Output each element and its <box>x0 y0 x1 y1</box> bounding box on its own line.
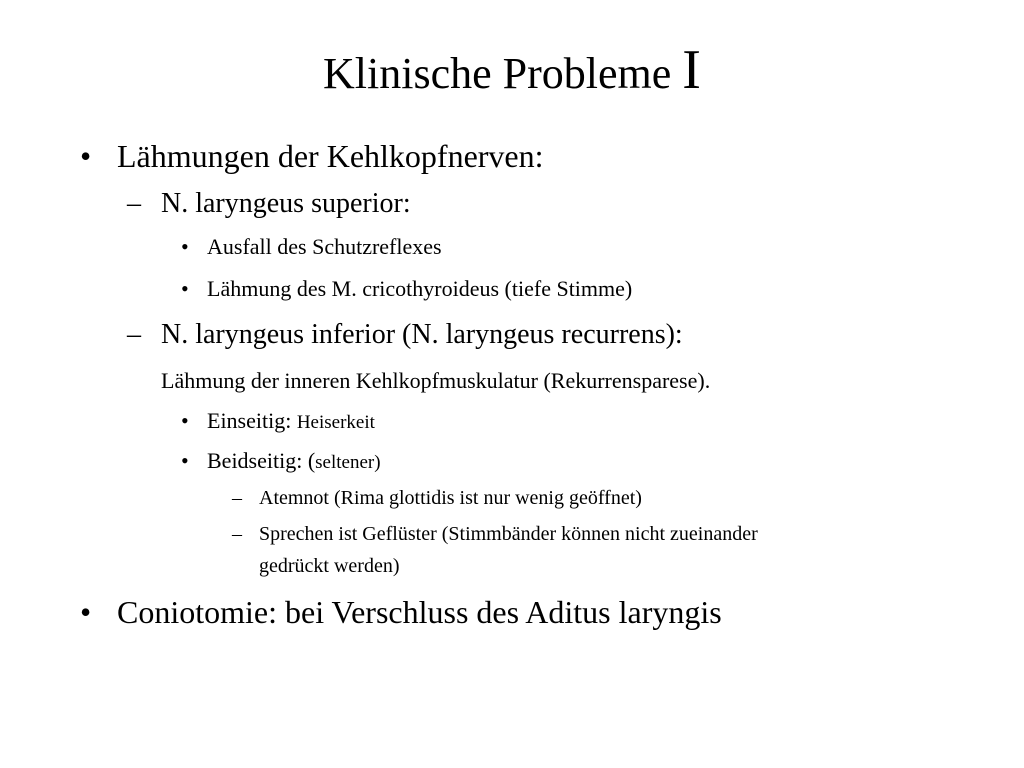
item-unilateral-label: Einseitig: <box>207 408 297 433</box>
item-dyspnea: Atemnot (Rima glottidis ist nur wenig geöffnet) <box>259 487 642 509</box>
bullet-coniotomy: Coniotomie: bei Verschluss des Aditus laryngis <box>117 594 722 630</box>
bullet-dot: • <box>80 138 92 174</box>
item-bilateral-detail: seltener <box>315 452 375 473</box>
subbullet-superior-laryngeal-nerve: N. laryngeus superior: <box>161 188 411 219</box>
bullet-dot: • <box>181 408 189 433</box>
bullet-dot: • <box>80 594 92 630</box>
item-loss-protective-reflex: Ausfall des Schutzreflexes <box>207 234 442 259</box>
title-numeral: I <box>682 39 701 101</box>
item-whisper-speech-continued: gedrückt werden) <box>259 555 400 577</box>
subbullet-inferior-laryngeal-nerve: N. laryngeus inferior (N. laryngeus recurrens): <box>161 319 683 350</box>
bullet-paralysis-laryngeal-nerves: Lähmungen der Kehlkopfnerven: <box>117 138 544 174</box>
item-recurrent-paresis-description: Lähmung der inneren Kehlkopfmuskulatur (Rekurrensparese). <box>161 368 711 393</box>
bullet-dash: – <box>127 188 141 219</box>
item-unilateral <box>207 406 375 438</box>
item-whisper-speech: Sprechen ist Geflüster (Stimmbänder können nicht zueinander <box>259 523 758 545</box>
bullet-dash: – <box>127 319 141 350</box>
slide-title <box>0 40 1024 104</box>
bullet-dot: • <box>181 234 189 259</box>
bullet-dot: • <box>181 276 189 301</box>
item-bilateral-suffix: ) <box>374 452 381 473</box>
title-text: Klinische Probleme <box>323 49 672 98</box>
item-paralysis-cricothyroid: Lähmung des M. cricothyroideus (tiefe Stimme) <box>207 276 633 301</box>
item-bilateral <box>207 446 381 478</box>
item-unilateral-detail: Heiserkeit <box>296 412 375 433</box>
bullet-dot: • <box>181 448 189 473</box>
bullet-dash: – <box>232 523 242 545</box>
bullet-dash: – <box>232 487 242 509</box>
item-bilateral-label: Beidseitig: ( <box>207 448 316 473</box>
